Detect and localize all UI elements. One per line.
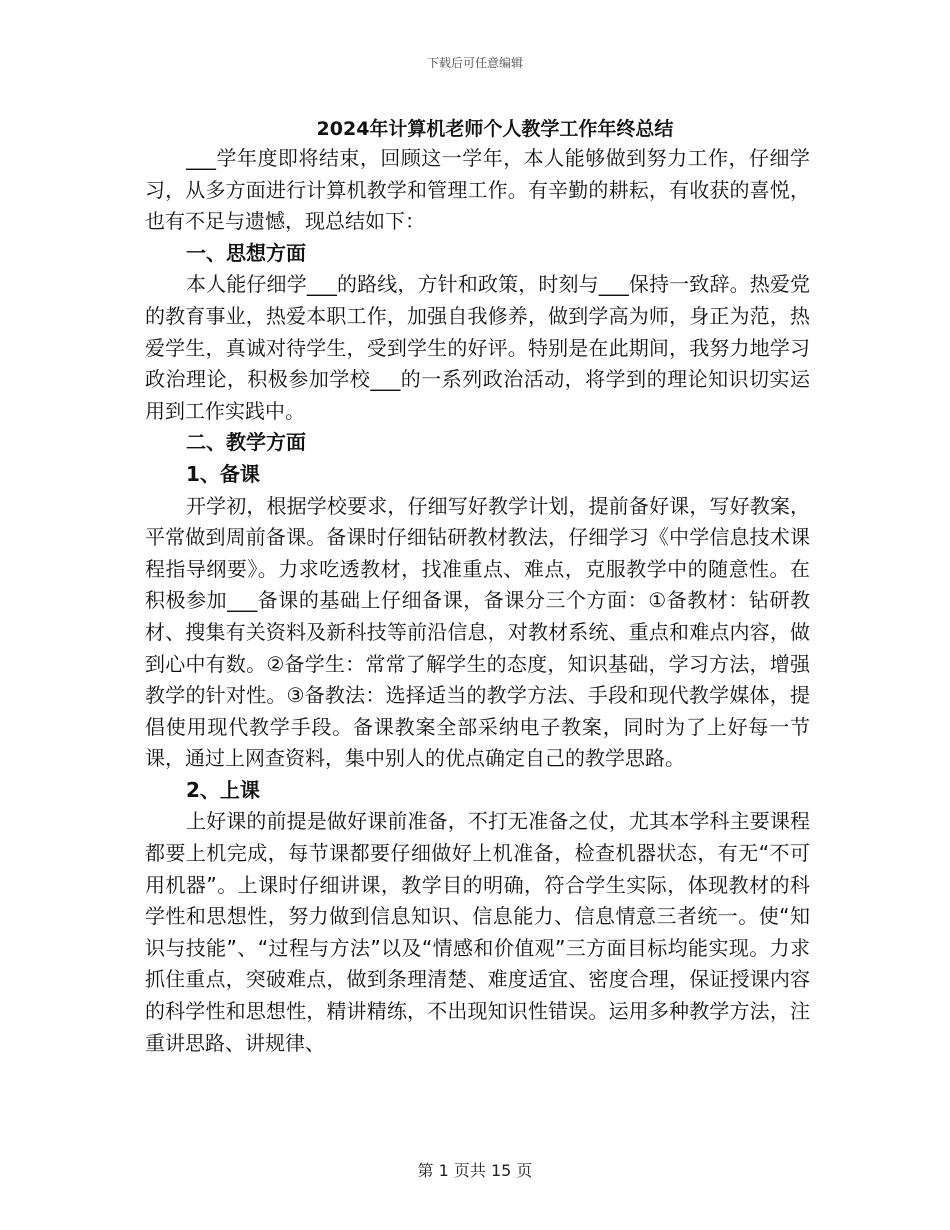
class-paragraph: 上好课的前提是做好课前准备，不打无准备之仗，尤其本学科主要课程都要上机完成，每节课都要仔细做好上机准备，检查机器状态，有无“不可用机器”。上课时仔细讲课，教学目的明确，符合学生实际，体现教材的科学性和思想性，努力做到信息知识、信息能力、信息情意三者统一。使“知识与技能”、“过程与方法”以及“情感和价值观”三方面目标均能实现。力求抓住重点，突破难点，做到条理清楚、难度适宜、密度合理，保证授课内容的科学性和思想性，精讲精练，不出现知识性错误。运用多种教学方法，注重讲思路、讲规律、 [145,809,810,1055]
intro-paragraph: ___学年度即将结束，回顾这一学年，本人能够做到努力工作，仔细学习，从多方面进行计算机教学和管理工作。有辛勤的耕耘，有收获的喜悦，也有不足与遗憾，现总结如下： [145,146,810,234]
document-title: 2024年计算机老师个人教学工作年终总结 [316,118,674,140]
section-heading-teaching: 二、教学方面 [186,430,306,455]
section-heading-thought: 一、思想方面 [186,240,306,265]
subsection-heading-preparation: 1、备课 [186,461,260,486]
page-footer-number: 第 1 页共 15 页 [417,1161,533,1180]
page-header-note: 下载后可任意编辑 [426,56,523,70]
thought-paragraph: 本人能仔细学___的路线，方针和政策，时刻与___保持一致辞。热爱党的教育事业，热爱本职工作，加强自我修养，做到学高为师，身正为范，热爱学生，真诚对待学生，受到学生的好评。特别是在此期间，我努力地学习政治理论，积极参加学校___的一系列政治活动，将学到的理论知识切实运用到工作实践中。 [145,272,810,423]
document-body [145,143,810,1059]
preparation-paragraph: 开学初，根据学校要求，仔细写好教学计划，提前备好课，写好教案，平常做到周前备课。备课时仔细钻研教材教法，仔细学习《中学信息技术课程指导纲要》。力求吃透教材，找准重点、难点，克服教学中的随意性。在积极参加___备课的基础上仔细备课，备课分三个方面：①备教材：钻研教材、搜集有关资料及新科技等前沿信息，对教材系统、重点和难点内容，做到心中有数。②备学生：常常了解学生的态度，知识基础，学习方法，增强教学的针对性。③备教法：选择适当的教学方法、手段和现代教学媒体，提倡使用现代教学手段。备课教案全部采纳电子教案，同时为了上好每一节课，通过上网查资料，集中别人的优点确定自己的教学思路。 [145,493,810,771]
subsection-heading-class: 2、上课 [186,777,260,802]
